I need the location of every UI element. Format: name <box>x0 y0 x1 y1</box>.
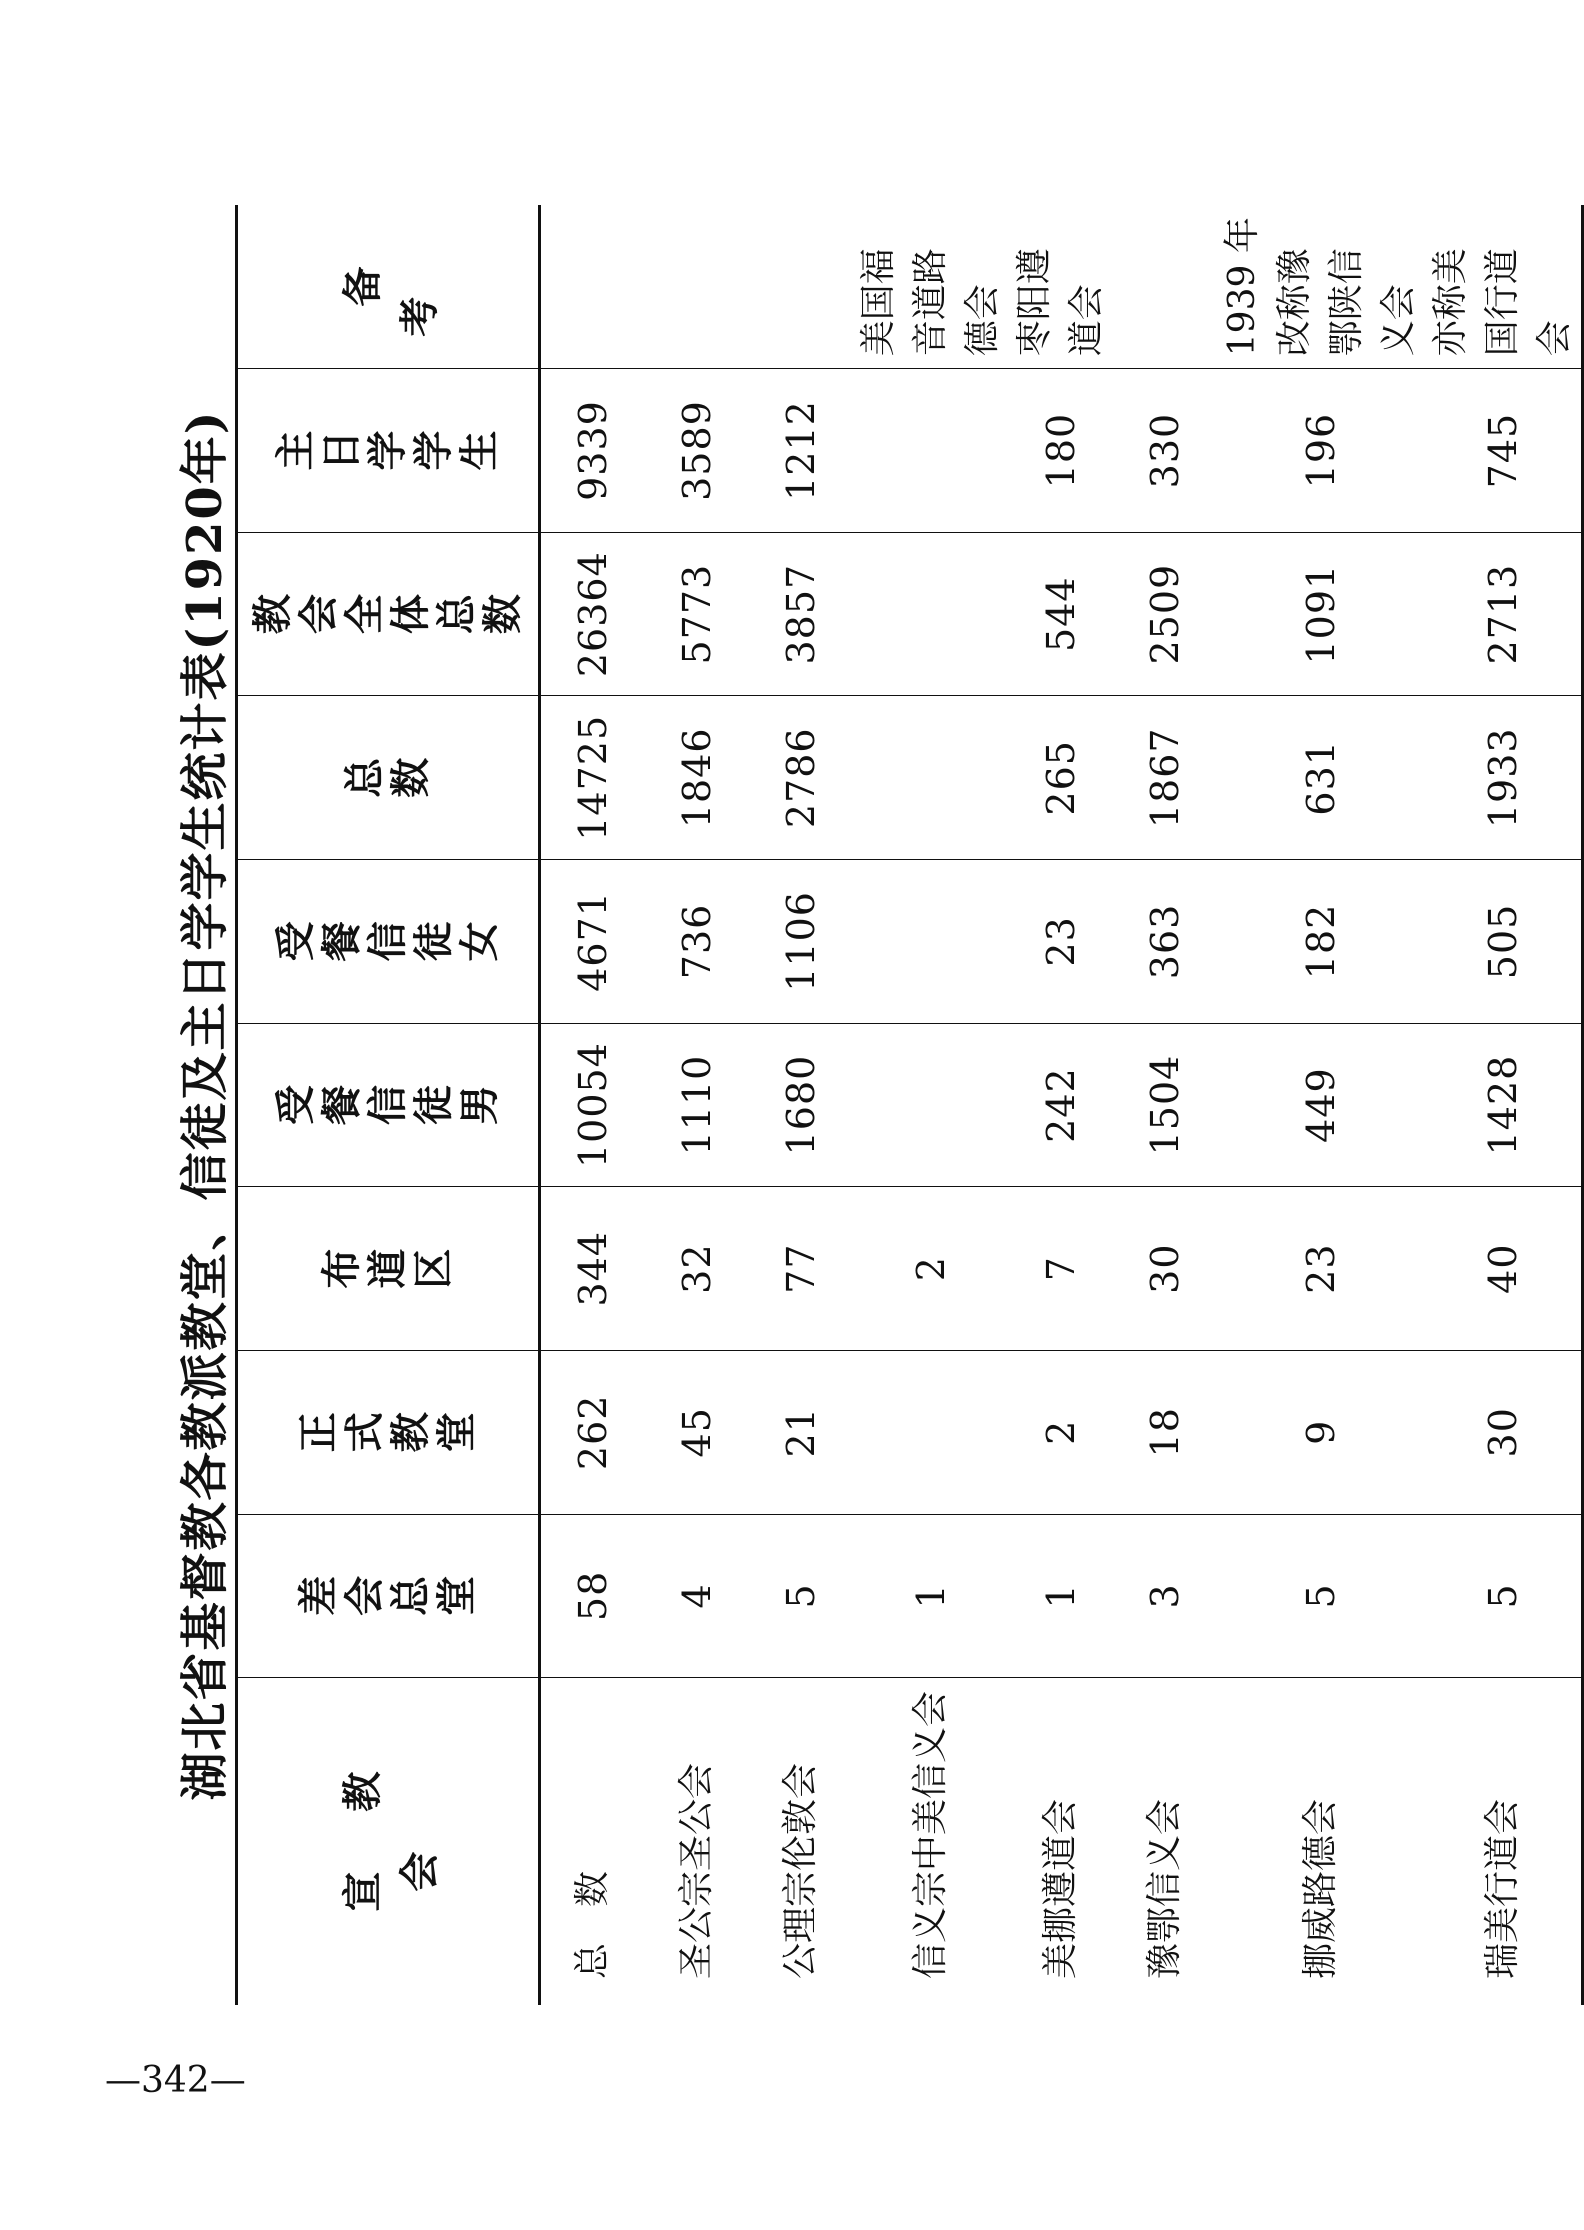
rotated-page <box>175 205 1575 2005</box>
cell-mission-stations: 3 <box>1113 1514 1217 1678</box>
cell-communicants-female <box>853 860 1009 1024</box>
cell-church-total: 2509 <box>1113 532 1217 696</box>
cell-remark <box>749 205 853 369</box>
cell-remark <box>1113 205 1217 369</box>
cell-churches: 30 <box>1425 1350 1583 1514</box>
cell-sunday-school: 180 <box>1009 369 1113 533</box>
cell-mission-stations: 5 <box>749 1514 853 1678</box>
table-row <box>645 205 749 2005</box>
table-row <box>1217 205 1425 2005</box>
cell-org: 美挪遵道会 <box>1009 1678 1113 2005</box>
cell-sunday-school: 196 <box>1217 369 1425 533</box>
cell-churches: 9 <box>1217 1350 1425 1514</box>
table-row <box>540 205 646 2005</box>
cell-remark <box>645 205 749 369</box>
cell-mission-stations: 5 <box>1425 1514 1583 1678</box>
cell-remark: 枣阳遵道会 <box>1009 205 1113 369</box>
cell-sunday-school: 1212 <box>749 369 853 533</box>
cell-church-total: 544 <box>1009 532 1113 696</box>
table-row <box>749 205 853 2005</box>
cell-districts: 7 <box>1009 1187 1113 1351</box>
header-church-total: 教会全体总数 <box>237 532 540 696</box>
table-row <box>1009 205 1113 2005</box>
cell-communicants-female: 363 <box>1113 860 1217 1024</box>
cell-total: 265 <box>1009 696 1113 860</box>
cell-total: 1846 <box>645 696 749 860</box>
cell-sunday-school: 9339 <box>540 369 646 533</box>
header-districts: 布道区 <box>237 1187 540 1351</box>
cell-sunday-school: 3589 <box>645 369 749 533</box>
cell-church-total <box>853 532 1009 696</box>
cell-remark: 美国福音道路德会 <box>853 205 1009 369</box>
table-row <box>1425 205 1583 2005</box>
cell-churches: 18 <box>1113 1350 1217 1514</box>
cell-churches: 2 <box>1009 1350 1113 1514</box>
cell-total: 2786 <box>749 696 853 860</box>
cell-sunday-school <box>853 369 1009 533</box>
cell-remark: 亦称美国行道会 <box>1425 205 1583 369</box>
cell-communicants-male: 1428 <box>1425 1023 1583 1187</box>
cell-communicants-male: 10054 <box>540 1023 646 1187</box>
cell-communicants-male <box>853 1023 1009 1187</box>
cell-remark <box>540 205 646 369</box>
cell-districts: 32 <box>645 1187 749 1351</box>
cell-churches: 21 <box>749 1350 853 1514</box>
cell-communicants-female: 23 <box>1009 860 1113 1024</box>
cell-communicants-male: 1110 <box>645 1023 749 1187</box>
header-row <box>237 205 540 2005</box>
table-row <box>853 205 1009 2005</box>
cell-communicants-male: 1504 <box>1113 1023 1217 1187</box>
table-title: 湖北省基督教各教派教堂、信徒及主日学学生统计表(1920年) <box>177 409 233 1801</box>
cell-mission-stations: 1 <box>1009 1514 1113 1678</box>
cell-org: 信义宗中美信义会 <box>853 1678 1009 2005</box>
cell-church-total: 5773 <box>645 532 749 696</box>
cell-communicants-female: 182 <box>1217 860 1425 1024</box>
cell-church-total: 26364 <box>540 532 646 696</box>
cell-communicants-female: 1106 <box>749 860 853 1024</box>
cell-church-total: 1091 <box>1217 532 1425 696</box>
header-communicants-male: 受餐信徒男 <box>237 1023 540 1187</box>
cell-church-total: 2713 <box>1425 532 1583 696</box>
cell-mission-stations: 5 <box>1217 1514 1425 1678</box>
cell-org: 公理宗伦敦会 <box>749 1678 853 2005</box>
cell-total: 1933 <box>1425 696 1583 860</box>
cell-total: 1867 <box>1113 696 1217 860</box>
cell-org: 豫鄂信义会 <box>1113 1678 1217 2005</box>
header-total: 总数 <box>237 696 540 860</box>
cell-total <box>853 696 1009 860</box>
cell-mission-stations: 58 <box>540 1514 646 1678</box>
cell-mission-stations: 1 <box>853 1514 1009 1678</box>
header-mission-stations: 差会总堂 <box>237 1514 540 1678</box>
statistics-table <box>235 205 1584 2005</box>
cell-districts: 30 <box>1113 1187 1217 1351</box>
table-row <box>1113 205 1217 2005</box>
cell-districts: 344 <box>540 1187 646 1351</box>
header-churches: 正式教堂 <box>237 1350 540 1514</box>
cell-sunday-school: 330 <box>1113 369 1217 533</box>
header-remarks: 备考 <box>237 205 540 369</box>
cell-communicants-female: 505 <box>1425 860 1583 1024</box>
cell-org: 总 数 <box>540 1678 646 2005</box>
cell-sunday-school: 745 <box>1425 369 1583 533</box>
cell-districts: 23 <box>1217 1187 1425 1351</box>
cell-churches: 45 <box>645 1350 749 1514</box>
cell-total: 631 <box>1217 696 1425 860</box>
cell-total: 14725 <box>540 696 646 860</box>
cell-church-total: 3857 <box>749 532 853 696</box>
cell-churches <box>853 1350 1009 1514</box>
cell-communicants-female: 736 <box>645 860 749 1024</box>
cell-churches: 262 <box>540 1350 646 1514</box>
cell-communicants-female: 4671 <box>540 860 646 1024</box>
cell-districts: 40 <box>1425 1187 1583 1351</box>
cell-org: 瑞美行道会 <box>1425 1678 1583 2005</box>
header-org: 宣教会 <box>237 1678 540 2005</box>
cell-districts: 77 <box>749 1187 853 1351</box>
cell-remark: 1939 年改称豫鄂陕信义会 <box>1217 205 1425 369</box>
cell-communicants-male: 242 <box>1009 1023 1113 1187</box>
cell-districts: 2 <box>853 1187 1009 1351</box>
header-sunday-school: 主日学学生 <box>237 369 540 533</box>
cell-communicants-male: 449 <box>1217 1023 1425 1187</box>
cell-org: 圣公宗圣公会 <box>645 1678 749 2005</box>
header-communicants-female: 受餐信徒女 <box>237 860 540 1024</box>
cell-mission-stations: 4 <box>645 1514 749 1678</box>
page-number: —342— <box>105 2060 246 2101</box>
cell-org: 挪威路德会 <box>1217 1678 1425 2005</box>
cell-communicants-male: 1680 <box>749 1023 853 1187</box>
